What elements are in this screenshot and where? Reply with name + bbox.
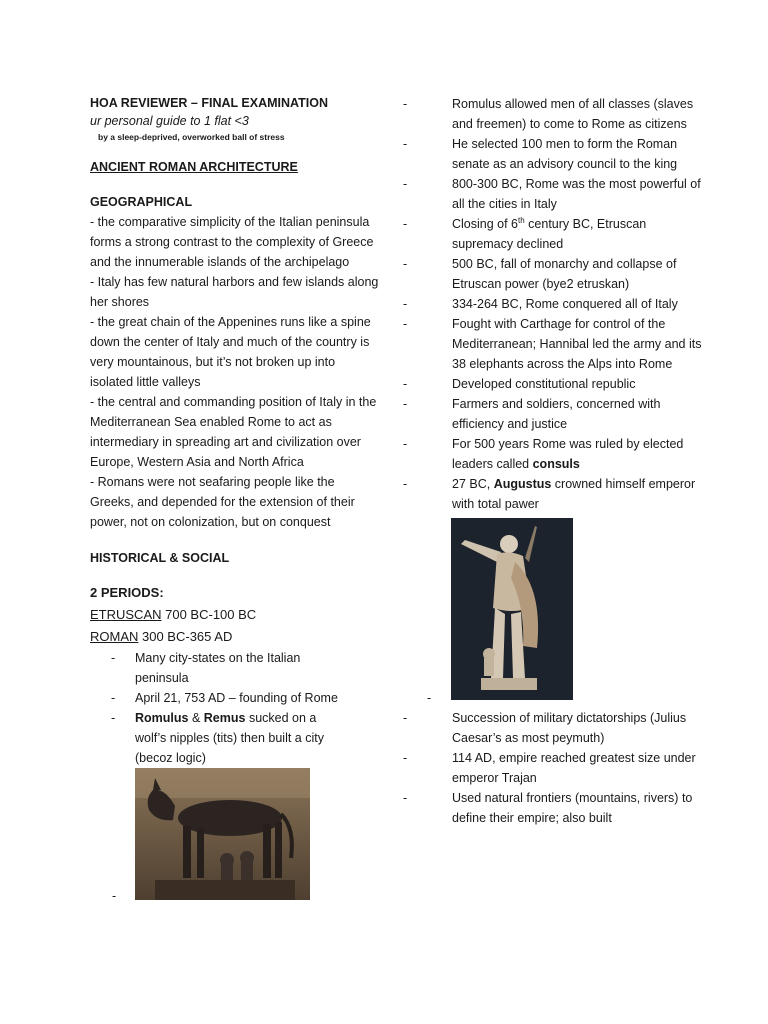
list-item-text: For 500 years Rome was ruled by elected leaders called [452, 437, 684, 471]
dash-marker: - [403, 751, 408, 765]
dash-marker: - [403, 791, 408, 805]
list-item [403, 134, 702, 174]
list-item-text: Succession of military dictatorships (Julius Caesar’s as most peymuth) [452, 711, 687, 745]
geo-paragraph: - the central and commanding position of Italy in the Mediterranean Sea enabled Rome to act as intermediary in spreading art and civilization over Europe, Western Asia and North Africa [90, 395, 377, 469]
list-item [403, 788, 702, 828]
dash-marker: - [403, 437, 408, 451]
list-item [403, 708, 702, 748]
list-item-text: Farmers and soldiers, concerned with efficiency and justice [452, 397, 661, 431]
augustus-statue-illustration [451, 518, 573, 700]
dash-marker: - [403, 257, 408, 271]
list-item [403, 474, 702, 514]
list-item-text: 27 BC, [452, 477, 494, 491]
list-item [111, 708, 350, 768]
dash-marker: - [403, 317, 408, 331]
dash-marker: - [112, 889, 117, 903]
capitoline-wolf-image [135, 768, 310, 900]
list-item-text: Many city-states on the Italian peninsula [135, 651, 301, 685]
left-bullet-list [90, 648, 380, 768]
historical-heading: HISTORICAL & SOCIAL [90, 551, 230, 565]
document-subtitle: ur personal guide to 1 flat <3 [90, 114, 249, 128]
list-item [403, 394, 702, 434]
etruscan-range: 700 BC-100 BC [161, 607, 257, 622]
dash-marker: - [111, 651, 116, 665]
list-item-text: April 21, 753 AD – founding of Rome [135, 691, 338, 705]
consuls-term: consuls [532, 457, 580, 471]
geographical-heading: GEOGRAPHICAL [90, 195, 193, 209]
list-item [403, 94, 702, 134]
right-column [403, 94, 702, 828]
section-title: ANCIENT ROMAN ARCHITECTURE [90, 160, 298, 174]
dash-marker: - [427, 691, 432, 705]
list-item [403, 374, 702, 394]
list-item-text: Used natural frontiers (mountains, rivers) to define their empire; also built [452, 791, 693, 825]
period-etruscan [90, 604, 380, 626]
list-item-text: Developed constitutional republic [452, 377, 636, 391]
period-roman [90, 626, 380, 648]
list-item [403, 294, 702, 314]
list-item-text: 334-264 BC, Rome conquered all of Italy [452, 297, 678, 311]
dash-marker: - [403, 711, 408, 725]
dash-marker: - [403, 137, 408, 151]
list-item [403, 214, 702, 254]
dash-marker: - [403, 177, 408, 191]
dash-marker: - [111, 691, 116, 705]
list-item-text: 500 BC, fall of monarchy and collapse of Etruscan power (bye2 etruskan) [452, 257, 677, 291]
dash-marker: - [403, 477, 408, 491]
periods-heading: 2 PERIODS: [90, 585, 164, 600]
dash-marker: - [403, 217, 408, 231]
right-bullet-list-continued [403, 708, 697, 828]
geo-paragraph: - the comparative simplicity of the Italian peninsula forms a strong contrast to the complexity of Greece and the innumerable islands of the archipelago [90, 215, 374, 269]
dash-marker: - [403, 397, 408, 411]
geo-paragraph: - the great chain of the Appenines runs like a spine down the center of Italy and much of the country is very mountainous, but it’s not broken up into isolated little valleys [90, 315, 371, 389]
dash-marker: - [111, 711, 116, 725]
list-item-text: sucked on a wolf’s nipples (tits) then built a city (becoz logic) [135, 711, 324, 765]
wolf-statue-illustration [135, 768, 310, 900]
geo-paragraph: - Italy has few natural harbors and few islands along her shores [90, 275, 379, 309]
ordinal-suffix: th [518, 215, 525, 225]
left-column [90, 94, 380, 906]
list-item-text: crowned himself emperor with total pawer [452, 477, 696, 511]
roman-label: ROMAN [90, 629, 139, 644]
geo-paragraph: - Romans were not seafaring people like the Greeks, and depended for the extension of their power, not on colonization, but on conquest [90, 475, 355, 529]
list-item [403, 174, 702, 214]
document-title: HOA REVIEWER – FINAL EXAMINATION [90, 96, 328, 110]
list-item-text: Closing of 6 [452, 217, 519, 231]
augustus-name: Augustus [493, 477, 552, 491]
augustus-statue-image [451, 518, 573, 700]
remus-name: Remus [203, 711, 246, 725]
roman-range: 300 BC-365 AD [138, 629, 233, 644]
dash-marker: - [403, 297, 408, 311]
list-item [403, 254, 702, 294]
romulus-name: Romulus [135, 711, 189, 725]
right-bullet-list [403, 94, 702, 514]
dash-marker: - [403, 97, 408, 111]
list-item-text: He selected 100 men to form the Roman senate as an advisory council to the king [452, 137, 678, 171]
dash-marker: - [403, 377, 408, 391]
list-item [111, 688, 350, 708]
list-item-text: Fought with Carthage for control of the Mediterranean; Hannibal led the army and its 38 elephants across the Alps into Rome [452, 317, 702, 371]
etruscan-label: ETRUSCAN [90, 607, 162, 622]
list-item-text: 114 AD, empire reached greatest size under emperor Trajan [452, 751, 696, 785]
list-item-text: Romulus allowed men of all classes (slaves and freemen) to come to Rome as citizens [452, 97, 694, 131]
document-byline: by a sleep-deprived, overworked ball of stress [98, 132, 285, 142]
list-item-text: 800-300 BC, Rome was the most powerful of all the cities in Italy [452, 177, 701, 211]
list-item [403, 314, 702, 374]
list-item-text: century BC, Etruscan supremacy declined [452, 217, 647, 251]
ampersand: & [188, 711, 204, 725]
list-item [403, 748, 702, 788]
list-item [111, 648, 350, 688]
list-item [403, 434, 702, 474]
